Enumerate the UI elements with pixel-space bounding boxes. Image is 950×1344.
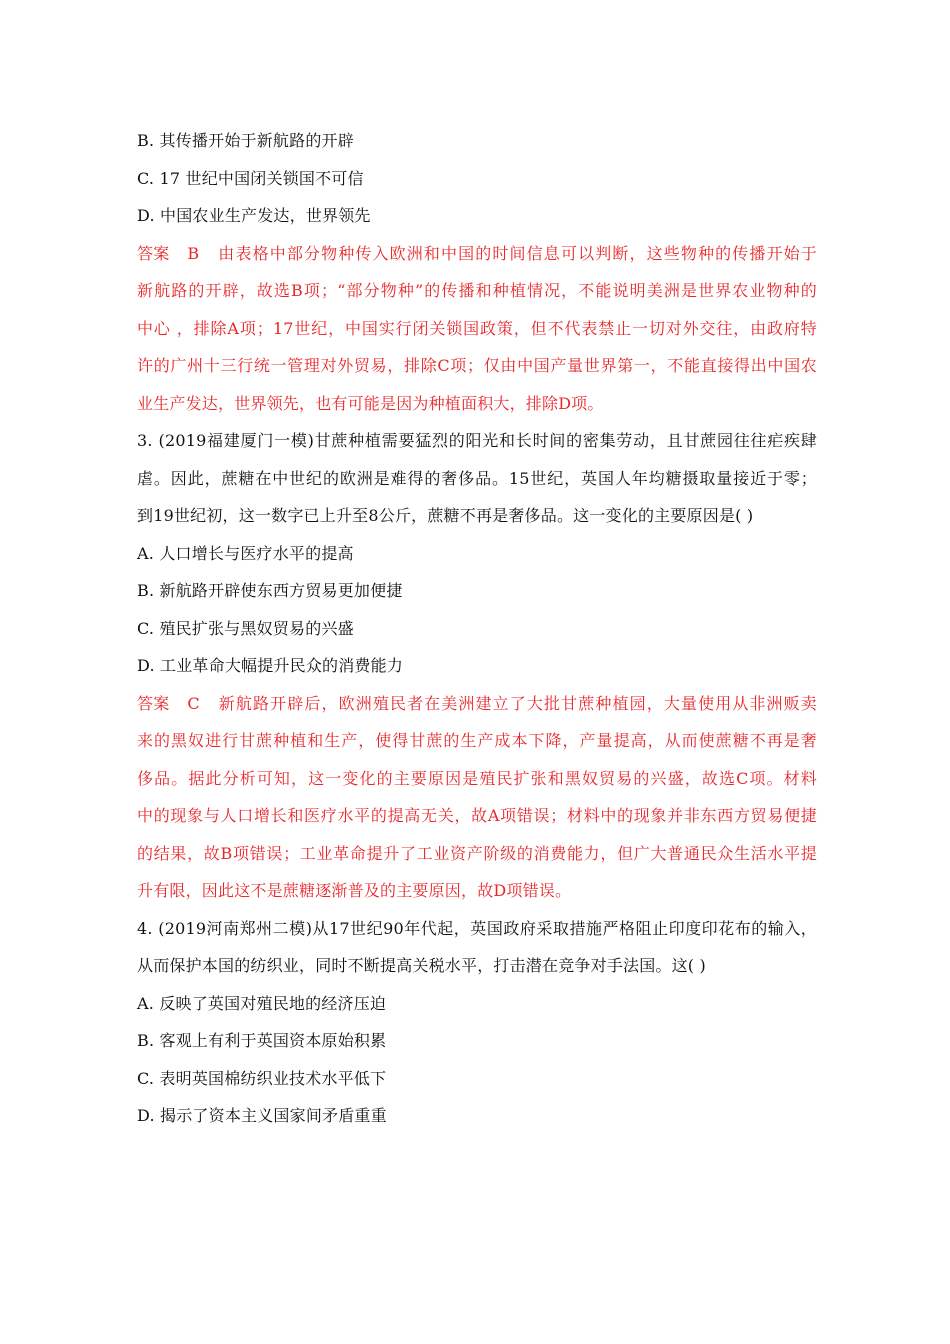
q3-answer-line-2: 来的黑奴进行甘蔗种植和生产，使得甘蔗的生产成本下降，产量提高，从而使蔗糖不再是奢 — [137, 731, 817, 750]
q3-option-a: A. 人口增长与医疗水平的提高 — [137, 543, 354, 563]
q4-stem-line-2: 从而保护本国的纺织业，同时不断提高关税水平，打击潜在竞争对手法国。这( ) — [137, 956, 706, 975]
q3-answer-text-1: 新航路开辟后，欧洲殖民者在美洲建立了大批甘蔗种植园，大量使用从非洲贩卖 — [217, 693, 817, 713]
q2-option-c: C. 17 世纪中国闭关锁国不可信 — [137, 168, 364, 188]
q4-stem-line-1: 4. (2019河南郑州二模)从17世纪90年代起，英国政府采取措施严格阻止印度印花布的输入， — [137, 918, 817, 938]
q2-option-b: B. 其传播开始于新航路的开辟 — [137, 131, 354, 150]
q2-option-d: D. 中国农业生产发达，世界领先 — [137, 206, 371, 225]
q3-answer-line-1 — [137, 685, 817, 723]
q2-answer-line-5: 业生产发达，世界领先，也有可能是因为种植面积大，排除D项。 — [137, 393, 604, 413]
q2-options — [137, 122, 817, 235]
q3-answer — [137, 685, 817, 910]
q2-answer — [137, 235, 817, 423]
q2-answer-line-3: 中心 ，排除A项；17世纪，中国实行闭关锁国政策，但不代表禁止一切对外交往，由政府特 — [137, 318, 817, 338]
q2-answer-line-4: 许的广州十三行统一管理对外贸易，排除C项；仅由中国产量世界第一，不能直接得出中国农 — [137, 356, 817, 375]
q3-answer-line-5: 的结果，故B项错误；工业革命提升了工业资产阶级的消费能力，但广大普通民众生活水平提 — [137, 843, 817, 863]
q4-question — [137, 910, 817, 1135]
answer-choice: C — [187, 693, 200, 713]
q3-question — [137, 422, 817, 685]
q3-answer-line-6: 升有限，因此这不是蔗糖逐渐普及的主要原因，故D项错误。 — [137, 881, 572, 900]
q3-option-b: B. 新航路开辟使东西方贸易更加便捷 — [137, 581, 403, 600]
document-page — [137, 122, 817, 1135]
q4-option-d: D. 揭示了资本主义国家间矛盾重重 — [137, 1106, 387, 1125]
answer-label: 答案 — [137, 243, 170, 263]
answer-choice: B — [187, 243, 200, 263]
q2-answer-line-2: 新航路的开辟，故选B项；“部分物种”的传播和种植情况，不能说明美洲是世界农业物种的 — [137, 281, 817, 300]
q3-stem-line-3: 到19世纪初，这一数字已上升至8公斤，蔗糖不再是奢侈品。这一变化的主要原因是( ) — [137, 506, 754, 525]
q4-option-b: B. 客观上有利于英国资本原始积累 — [137, 1031, 387, 1050]
q2-answer-line-1 — [137, 235, 817, 273]
q3-option-d: D. 工业革命大幅提升民众的消费能力 — [137, 656, 404, 675]
q3-stem-line-2: 虐。因此，蔗糖在中世纪的欧洲是难得的奢侈品。15世纪，英国人年均糖摄取量接近于零； — [137, 468, 817, 488]
answer-label: 答案 — [137, 693, 170, 713]
q4-option-a: A. 反映了英国对殖民地的经济压迫 — [137, 993, 387, 1013]
q3-stem-line-1: 3. (2019福建厦门一模)甘蔗种植需要猛烈的阳光和长时间的密集劳动，且甘蔗园往往疟疾肆 — [137, 431, 817, 450]
q4-option-c: C. 表明英国棉纺织业技术水平低下 — [137, 1068, 387, 1088]
q3-answer-line-3: 侈品。据此分析可知，这一变化的主要原因是殖民扩张和黑奴贸易的兴盛，故选C项。材料 — [137, 768, 817, 788]
q3-option-c: C. 殖民扩张与黑奴贸易的兴盛 — [137, 618, 354, 638]
q2-answer-text-1: 由表格中部分物种传入欧洲和中国的时间信息可以判断，这些物种的传播开始于 — [217, 243, 817, 263]
q3-answer-line-4: 中的现象与人口增长和医疗水平的提高无关，故A项错误；材料中的现象并非东西方贸易便捷 — [137, 806, 817, 825]
